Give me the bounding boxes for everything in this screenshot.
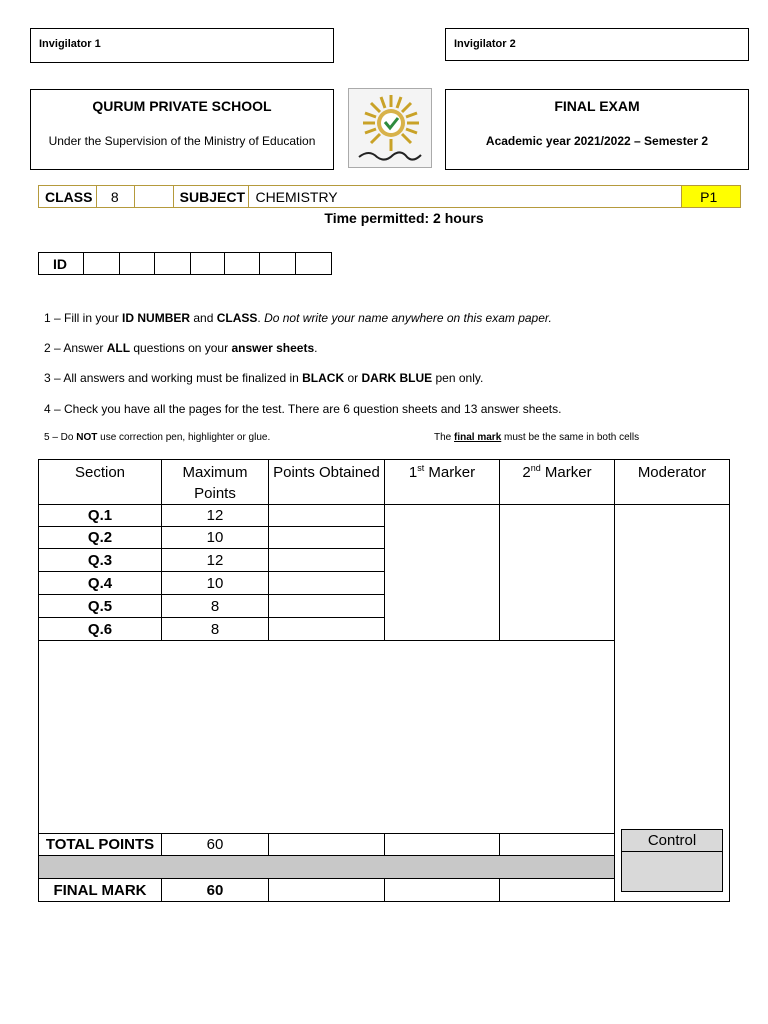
invigilator-1-box xyxy=(30,28,334,63)
class-value: 8 xyxy=(97,186,135,207)
invigilator-1-label: Invigilator 1 xyxy=(39,38,101,50)
text: . xyxy=(257,311,261,325)
subject-label: SUBJECT xyxy=(174,186,250,207)
id-digit-box[interactable] xyxy=(225,253,260,274)
text: Marker xyxy=(424,464,476,481)
text: . xyxy=(314,341,318,355)
invigilator-2-box xyxy=(445,28,749,61)
instruction-4: 4 – Check you have all the pages for the test. There are 6 question sheets and 13 answer sheets. xyxy=(44,402,562,416)
row-q2-max: 10 xyxy=(161,526,269,549)
control-label: Control xyxy=(621,829,723,852)
text: must be the same in both cells xyxy=(501,432,640,443)
text: BLACK xyxy=(302,371,345,385)
row-q6-label: Q.6 xyxy=(38,617,162,641)
id-digit-box[interactable] xyxy=(296,253,331,274)
final-first-marker[interactable] xyxy=(384,878,500,902)
text: DARK BLUE xyxy=(361,371,433,385)
text: 5 – Do xyxy=(44,432,77,443)
class-blank-cell xyxy=(135,186,174,207)
header-second-marker xyxy=(499,459,615,505)
gray-separator xyxy=(38,855,615,879)
final-mark-note xyxy=(434,432,639,443)
row-q5-label: Q.5 xyxy=(38,594,162,618)
total-points-value: 60 xyxy=(161,833,269,856)
id-digit-box[interactable] xyxy=(120,253,155,274)
row-q3-label: Q.3 xyxy=(38,548,162,572)
first-marker-questions-cell[interactable] xyxy=(384,504,500,641)
text: ALL xyxy=(106,341,131,355)
text: 3 – All answers and working must be finalized in xyxy=(44,371,303,385)
text: 2 – Answer xyxy=(44,341,107,355)
id-digit-box[interactable] xyxy=(84,253,120,274)
second-marker-questions-cell[interactable] xyxy=(499,504,615,641)
header-points-obtained: Points Obtained xyxy=(268,459,385,505)
blank-area xyxy=(38,640,615,834)
text: pen only. xyxy=(432,371,484,385)
text: st xyxy=(417,463,425,473)
academic-year: Academic year 2021/2022 – Semester 2 xyxy=(485,134,709,148)
school-box xyxy=(30,89,334,170)
invigilator-2-label: Invigilator 2 xyxy=(454,38,516,50)
total-first-marker[interactable] xyxy=(384,833,500,856)
text: answer sheets xyxy=(231,341,315,355)
row-q3-max: 12 xyxy=(161,548,269,572)
text: final mark xyxy=(454,432,502,443)
class-subject-row xyxy=(38,185,741,208)
text: NOT xyxy=(76,432,98,443)
instruction-3 xyxy=(44,371,483,385)
id-digit-box[interactable] xyxy=(260,253,296,274)
text: or xyxy=(344,371,362,385)
row-q3-obtained[interactable] xyxy=(268,548,385,572)
text: Do not write your name anywhere on this exam paper. xyxy=(260,311,552,325)
subject-value: CHEMISTRY xyxy=(249,186,682,207)
text: nd xyxy=(530,463,541,473)
text: 1 – Fill in your xyxy=(44,311,123,325)
paper-code: P1 xyxy=(682,186,740,207)
text: The xyxy=(434,432,455,443)
class-label: CLASS xyxy=(39,186,97,207)
id-grid xyxy=(38,252,332,275)
text: CLASS xyxy=(216,311,258,325)
row-q5-max: 8 xyxy=(161,594,269,618)
total-points-label: TOTAL POINTS xyxy=(38,833,162,856)
total-second-marker[interactable] xyxy=(499,833,615,856)
row-q4-label: Q.4 xyxy=(38,571,162,595)
school-emblem-icon xyxy=(349,89,433,169)
total-obtained[interactable] xyxy=(268,833,385,856)
row-q4-obtained[interactable] xyxy=(268,571,385,595)
text: 1 xyxy=(408,464,418,481)
id-digit-box[interactable] xyxy=(155,253,191,274)
row-q4-max: 10 xyxy=(161,571,269,595)
id-label: ID xyxy=(39,253,84,274)
text: 2 xyxy=(522,464,531,481)
final-second-marker[interactable] xyxy=(499,878,615,902)
instruction-2 xyxy=(44,341,318,355)
header-max-points: Maximum Points xyxy=(161,459,269,505)
text: questions on your xyxy=(130,341,232,355)
text: and xyxy=(190,311,217,325)
time-permitted: Time permitted: 2 hours xyxy=(324,210,484,226)
row-q1-obtained[interactable] xyxy=(268,504,385,527)
text: Marker xyxy=(540,464,592,481)
final-mark-label: FINAL MARK xyxy=(38,878,162,902)
text: ID NUMBER xyxy=(122,311,191,325)
row-q2-label: Q.2 xyxy=(38,526,162,549)
text: use correction pen, highlighter or glue. xyxy=(97,432,271,443)
control-input[interactable] xyxy=(621,851,723,892)
row-q5-obtained[interactable] xyxy=(268,594,385,618)
final-mark-value: 60 xyxy=(161,878,269,902)
row-q1-max: 12 xyxy=(161,504,269,527)
header-section: Section xyxy=(38,459,162,505)
school-supervision: Under the Supervision of the Ministry of Education xyxy=(48,134,316,148)
final-obtained[interactable] xyxy=(268,878,385,902)
exam-box xyxy=(445,89,749,170)
row-q1-label: Q.1 xyxy=(38,504,162,527)
row-q6-obtained[interactable] xyxy=(268,617,385,641)
school-logo xyxy=(348,88,432,168)
exam-title: FINAL EXAM xyxy=(554,98,640,114)
row-q6-max: 8 xyxy=(161,617,269,641)
school-name: QURUM PRIVATE SCHOOL xyxy=(92,98,272,114)
header-first-marker xyxy=(384,459,500,505)
instruction-5 xyxy=(44,432,270,443)
id-digit-box[interactable] xyxy=(191,253,226,274)
header-moderator: Moderator xyxy=(614,459,730,505)
row-q2-obtained[interactable] xyxy=(268,526,385,549)
instruction-1 xyxy=(44,311,552,325)
